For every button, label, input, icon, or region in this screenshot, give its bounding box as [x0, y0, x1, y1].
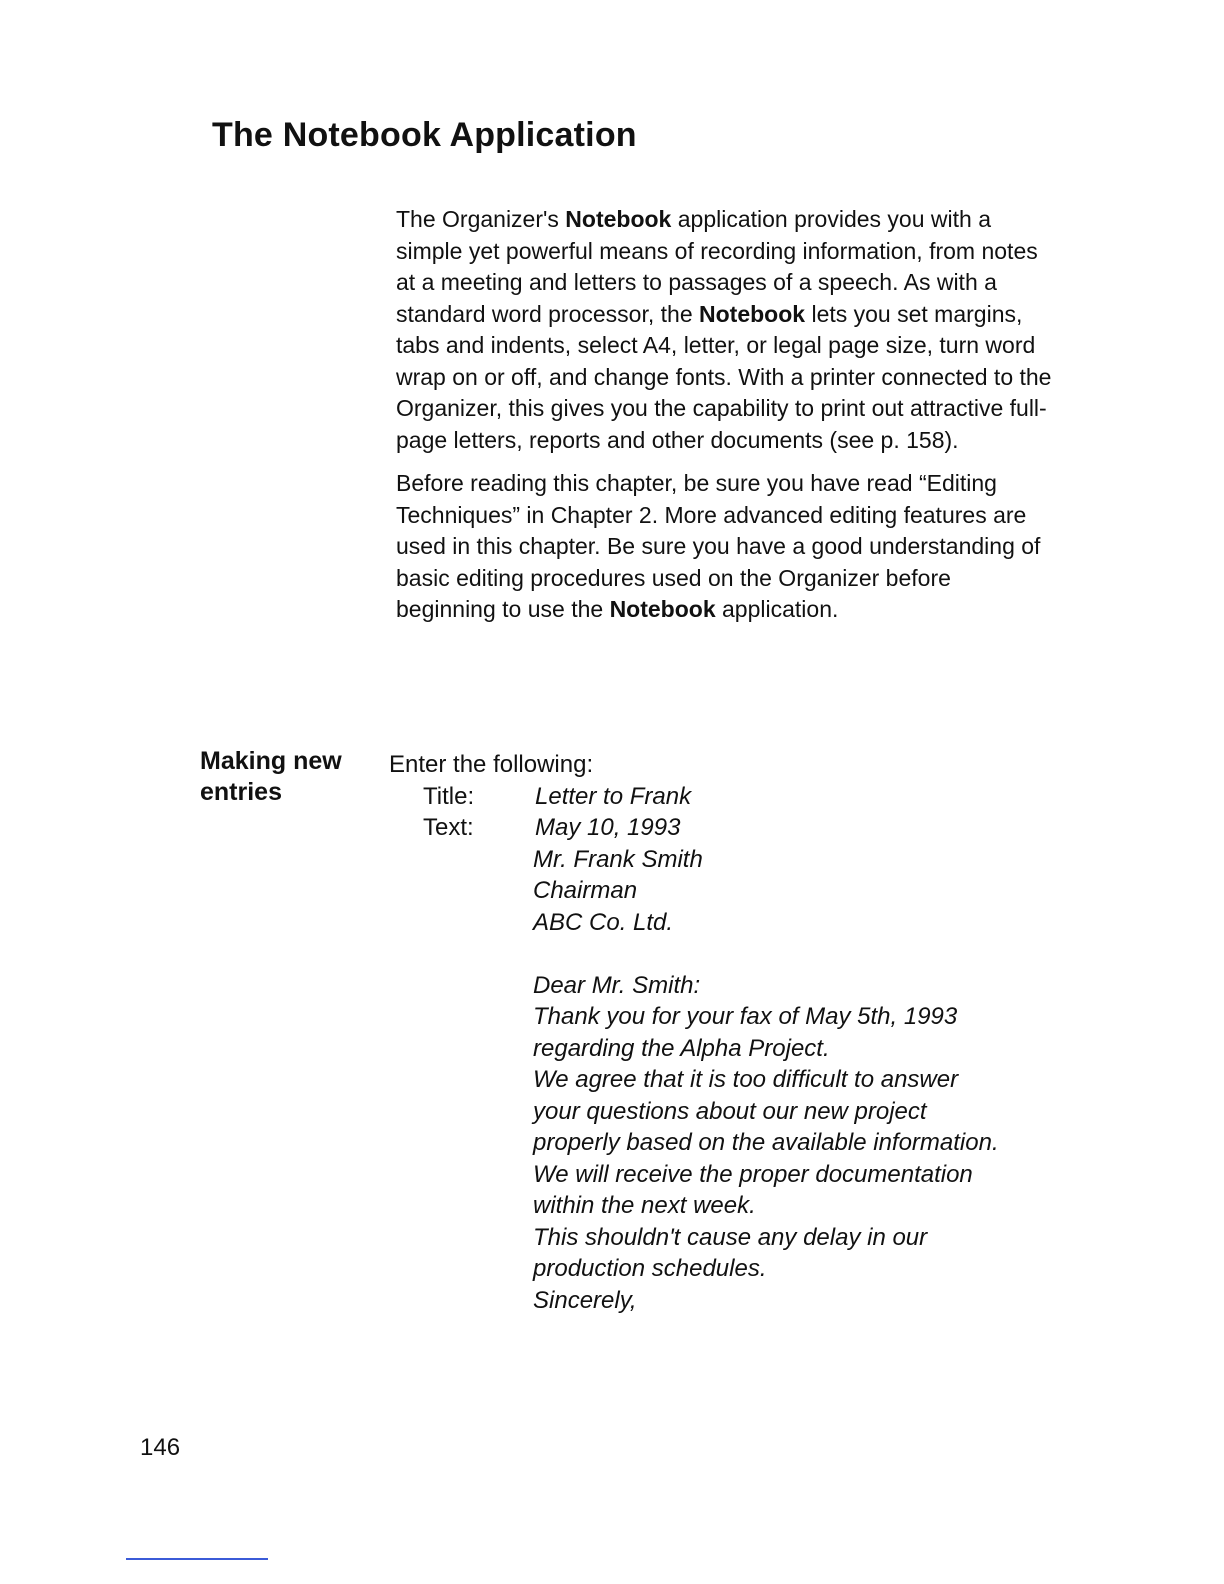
intro-paragraph-2 [396, 468, 1056, 626]
intro-p2-text-2: application. [715, 596, 839, 622]
notebook-term: Notebook [565, 206, 672, 232]
letter-line: We will receive the proper documentation [533, 1160, 973, 1188]
letter-text [533, 844, 1089, 1317]
text-value-first-line: May 10, 1993 [535, 814, 681, 841]
letter-line: Chairman [533, 877, 638, 904]
letter-line: your questions about our new project [533, 1097, 927, 1125]
letter-line: properly based on the available information. [533, 1129, 999, 1156]
letter-line: within the next week. [533, 1192, 756, 1219]
title-value: Letter to Frank [535, 782, 692, 810]
intro-p2-text-1: Before reading this chapter, be sure you have read “Editing Techniques” in Chapter 2. More advanced editing features are used in this chapter. Be sure you have a good understanding of basic editing procedures used on the Organizer before beginning to use the [396, 470, 1041, 622]
title-label: Title: [423, 782, 475, 810]
entry-lead: Enter the following: [389, 751, 594, 778]
intro-paragraph-1 [396, 204, 1056, 456]
letter-line: This shouldn't cause any delay in our [533, 1223, 928, 1251]
entry-example [389, 749, 1089, 1316]
letter-line: We agree that it is too difficult to answer [533, 1066, 959, 1093]
letter-line: ABC Co. Ltd. [533, 908, 674, 936]
letter-blank-line [533, 938, 1089, 970]
page-number: 146 [140, 1434, 181, 1461]
text-field-row [389, 812, 1089, 844]
section-heading-line-1: Making new [200, 747, 342, 775]
notebook-term: Notebook [699, 300, 806, 327]
bottom-rule [126, 1558, 268, 1560]
letter-line: Dear Mr. Smith: [533, 971, 701, 999]
intro-p1-text-2: application provides you with a simple yet powerful means of recording information, from notes at a meeting and letters to passages of a speech. As with a standard word processor, the [396, 206, 1038, 327]
intro-p1-text-3: lets you set margins, tabs and indents, select A4, letter, or legal page size, turn word wrap on or off, and change fonts. With a printer connected to the Organizer, this gives you the capability to print out attractive full-page letters, reports and other documents (see p. 158). [396, 300, 1052, 453]
letter-line: production schedules. [533, 1255, 767, 1282]
letter-line: Sincerely, [533, 1286, 637, 1314]
text-label: Text: [423, 814, 474, 841]
intro-text [396, 204, 1056, 638]
letter-line: regarding the Alpha Project. [533, 1034, 830, 1062]
letter-line: Mr. Frank Smith [533, 845, 703, 873]
title-field-row [389, 781, 1089, 813]
letter-line: Thank you for your fax of May 5th, 1993 [533, 1003, 958, 1030]
section-heading-line-2: entries [200, 778, 282, 806]
notebook-term: Notebook [609, 596, 716, 622]
page-title: The Notebook Application [212, 116, 637, 154]
section-heading [200, 746, 370, 808]
intro-p1-text-1: The Organizer's [396, 206, 566, 232]
